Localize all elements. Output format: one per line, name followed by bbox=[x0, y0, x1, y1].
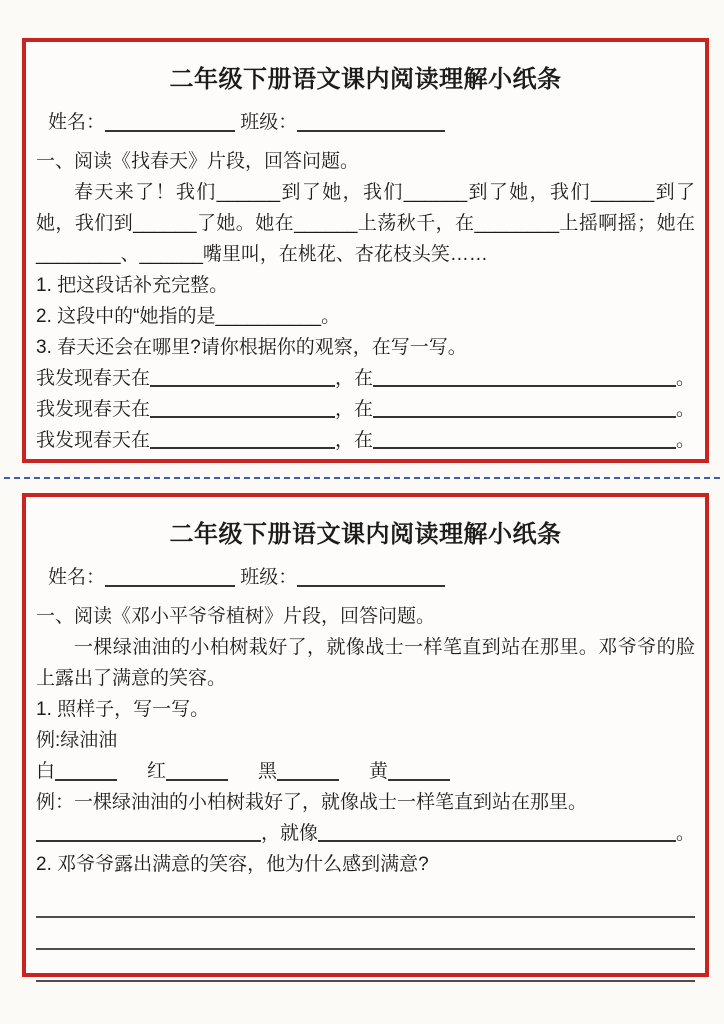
worksheet-slip-1 bbox=[22, 38, 709, 463]
color-label: 红 bbox=[147, 761, 167, 782]
discover-prefix: 我发现春天在 bbox=[36, 399, 151, 420]
class-label: 班级： bbox=[240, 112, 298, 133]
slip2-passage: 一棵绿油油的小柏树栽好了，就像战士一样笔直到站在那里。邓爷爷的脸上露出了满意的笑容。 bbox=[36, 637, 695, 689]
worksheet-slip-2 bbox=[22, 493, 709, 977]
write-blank-line bbox=[373, 416, 676, 418]
jiuxiang-label: ，就像 bbox=[261, 823, 319, 844]
jiuxiang-fill-line bbox=[36, 818, 695, 849]
slip1-question-2: 2. 这段中的“她指的是__________。 bbox=[36, 306, 341, 327]
slip2-title: 二年级下册语文课内阅读理解小纸条 bbox=[169, 521, 562, 548]
discover-mid: ，在 bbox=[335, 368, 374, 389]
dashed-cut-line bbox=[4, 477, 720, 479]
class-blank-line bbox=[297, 573, 445, 587]
slip2-example-sentence: 例：一棵绿油油的小柏树栽好了，就像战士一样笔直到站在那里。 bbox=[36, 792, 588, 813]
write-blank-line bbox=[388, 767, 450, 781]
slip2-question-2: 2. 邓爷爷露出满意的笑容，他为什么感到满意? bbox=[36, 854, 429, 875]
answer-area bbox=[36, 886, 695, 982]
slip2-name-row bbox=[48, 563, 695, 593]
slip1-title: 二年级下册语文课内阅读理解小纸条 bbox=[169, 66, 562, 93]
period-mark: 。 bbox=[675, 823, 695, 844]
write-blank-line bbox=[150, 447, 335, 449]
write-blank-line bbox=[318, 840, 676, 842]
slip1-question-1: 1. 把这段话补充完整。 bbox=[36, 275, 229, 296]
write-blank-line bbox=[55, 767, 117, 781]
period-mark: 。 bbox=[675, 399, 695, 420]
period-mark: 。 bbox=[675, 368, 695, 389]
slip1-section-heading: 一、阅读《找春天》片段，回答问题。 bbox=[36, 151, 360, 172]
discover-prefix: 我发现春天在 bbox=[36, 368, 151, 389]
write-blank-line bbox=[150, 385, 335, 387]
name-blank-line bbox=[105, 573, 235, 587]
class-label: 班级： bbox=[240, 567, 298, 588]
slip1-name-row bbox=[48, 108, 695, 138]
slip2-question-1: 1. 照样子，写一写。 bbox=[36, 699, 210, 720]
color-item-white bbox=[36, 756, 117, 787]
color-item-black bbox=[258, 756, 339, 787]
color-label: 黑 bbox=[258, 761, 278, 782]
discover-mid: ，在 bbox=[335, 430, 374, 451]
discover-mid: ，在 bbox=[335, 399, 374, 420]
answer-ruled-line bbox=[36, 886, 695, 918]
slip2-example-word: 例:绿油油 bbox=[36, 730, 118, 751]
write-blank-line bbox=[150, 416, 335, 418]
write-blank-line bbox=[277, 767, 339, 781]
write-blank-line bbox=[36, 840, 261, 842]
name-label: 姓名： bbox=[48, 567, 106, 588]
class-blank-line bbox=[297, 118, 445, 132]
slip1-passage: 春天来了！我们______到了她，我们______到了她，我们______到了她，我们到______了她。她在______上荡秋千，在________上摇啊摇；她在________、______嘴里叫，在桃花、杏花枝头笑…… bbox=[36, 182, 695, 265]
color-fill-row bbox=[36, 756, 695, 787]
write-blank-line bbox=[166, 767, 228, 781]
slip1-question-3: 3. 春天还会在哪里?请你根据你的观察，在写一写。 bbox=[36, 337, 467, 358]
color-item-yellow bbox=[369, 756, 450, 787]
color-label: 白 bbox=[36, 761, 56, 782]
discover-prefix: 我发现春天在 bbox=[36, 430, 151, 451]
answer-ruled-line bbox=[36, 918, 695, 950]
color-label: 黄 bbox=[369, 761, 389, 782]
color-item-red bbox=[147, 756, 228, 787]
write-blank-line bbox=[373, 385, 676, 387]
name-label: 姓名： bbox=[48, 112, 106, 133]
discover-line-2 bbox=[36, 394, 695, 425]
answer-ruled-line bbox=[36, 950, 695, 982]
discover-line-3 bbox=[36, 425, 695, 456]
period-mark: 。 bbox=[675, 430, 695, 451]
discover-line-1 bbox=[36, 363, 695, 394]
slip2-section-heading: 一、阅读《邓小平爷爷植树》片段，回答问题。 bbox=[36, 606, 436, 627]
name-blank-line bbox=[105, 118, 235, 132]
write-blank-line bbox=[373, 447, 676, 449]
